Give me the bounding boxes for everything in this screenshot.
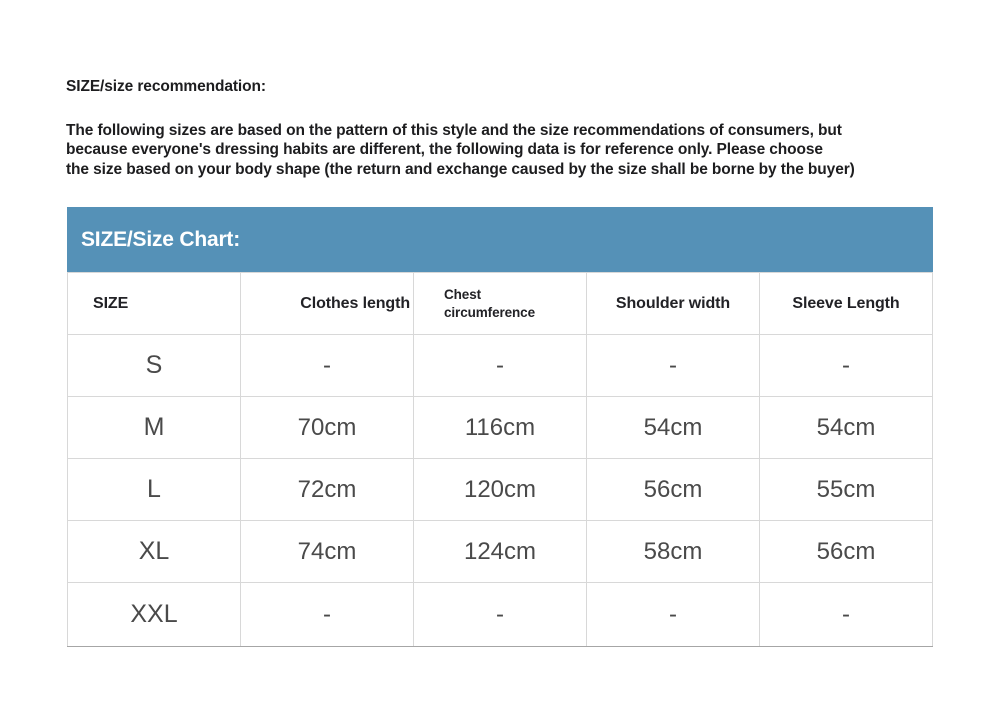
table-row-s: [68, 335, 933, 397]
measurement-cell: -: [414, 583, 587, 647]
measurement-cell: 124cm: [414, 521, 587, 583]
measurement-cell: -: [414, 335, 587, 397]
size-chart-title: SIZE/Size Chart:: [81, 227, 240, 251]
table-row-xl: [68, 521, 933, 583]
measurement-cell: 116cm: [414, 397, 587, 459]
size-chart-header-bar: [67, 207, 933, 272]
column-header-sleeve-length: Sleeve Length: [760, 273, 933, 335]
size-label-cell: L: [68, 459, 241, 521]
size-disclaimer-line: because everyone's dressing habits are different, the following data is for reference only. Please choose: [66, 141, 823, 159]
column-header-clothes-length: Clothes length: [241, 273, 414, 335]
size-label-cell: XXL: [68, 583, 241, 647]
measurement-cell: 56cm: [587, 459, 760, 521]
measurement-cell: 54cm: [587, 397, 760, 459]
size-label-cell: M: [68, 397, 241, 459]
column-header-chest-circumference: Chest circumference: [414, 273, 587, 335]
size-disclaimer-line: The following sizes are based on the pattern of this style and the size recommendations of consumers, but: [66, 122, 842, 139]
size-label-cell: S: [68, 335, 241, 397]
measurement-cell: 70cm: [241, 397, 414, 459]
measurement-cell: 55cm: [760, 459, 933, 521]
size-disclaimer-line: the size based on your body shape (the return and exchange caused by the size shall be borne by the buyer): [66, 160, 855, 178]
column-header-shoulder-width: Shoulder width: [587, 273, 760, 335]
size-recommendation-title: SIZE/size recommendation:: [66, 78, 266, 95]
measurement-cell: -: [760, 335, 933, 397]
table-row-xxl: [68, 583, 933, 647]
size-label-cell: XL: [68, 521, 241, 583]
table-body: [68, 335, 933, 647]
measurement-cell: 120cm: [414, 459, 587, 521]
measurement-cell: -: [760, 583, 933, 647]
measurement-cell: -: [587, 583, 760, 647]
size-chart-table: [67, 272, 933, 647]
size-chart-section: [67, 207, 933, 647]
measurement-cell: 58cm: [587, 521, 760, 583]
measurement-cell: -: [241, 583, 414, 647]
measurement-cell: 72cm: [241, 459, 414, 521]
size-disclaimer: [66, 121, 855, 179]
table-row-m: [68, 397, 933, 459]
column-header-size: SIZE: [68, 273, 241, 335]
measurement-cell: 56cm: [760, 521, 933, 583]
measurement-cell: 74cm: [241, 521, 414, 583]
table-row-l: [68, 459, 933, 521]
measurement-cell: 54cm: [760, 397, 933, 459]
table-header-row: [68, 273, 933, 335]
measurement-cell: -: [587, 335, 760, 397]
measurement-cell: -: [241, 335, 414, 397]
